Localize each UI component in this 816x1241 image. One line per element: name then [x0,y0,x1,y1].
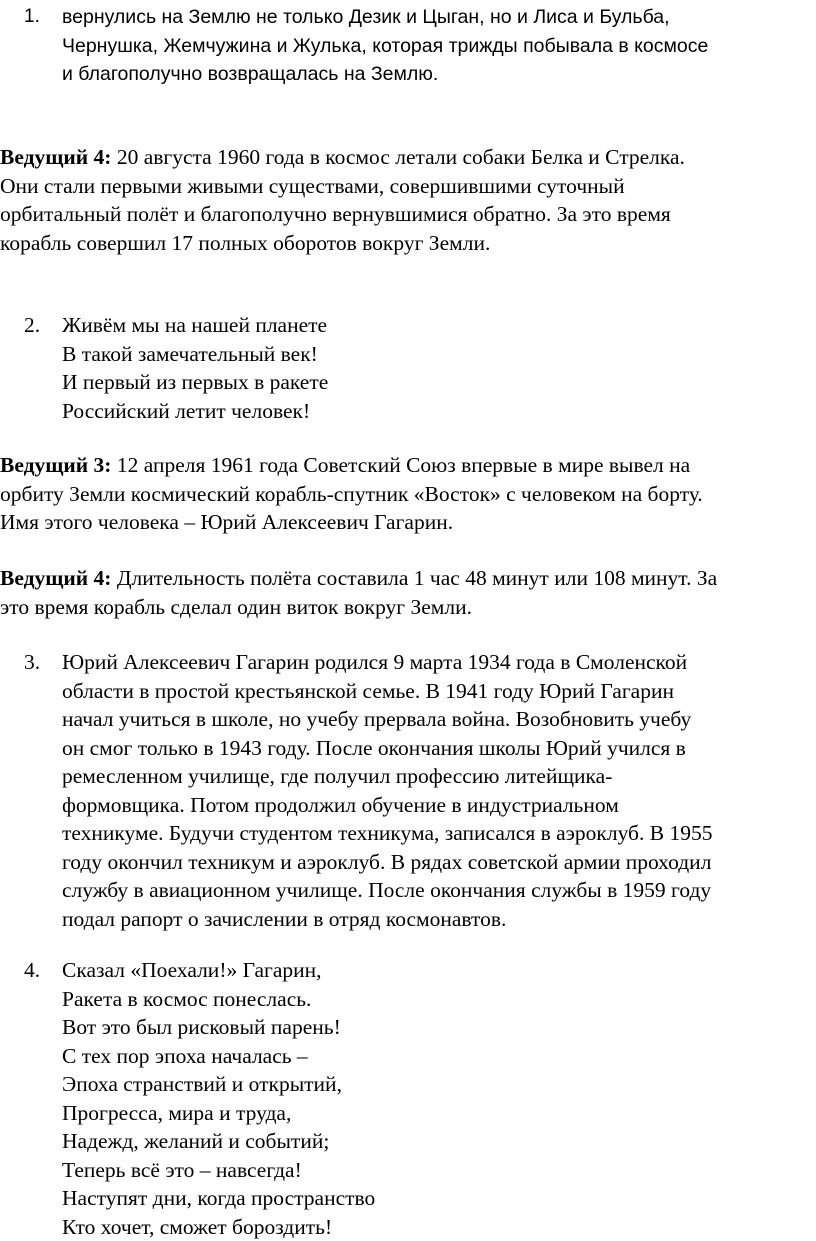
speaker-paragraph-2 [0,451,810,537]
text-line: техникуме. Будучи студентом техникума, записался в аэроклуб. В 1955 [62,819,814,848]
text-line: Эпоха странствий и открытий, [62,1070,814,1099]
text-line: Ракета в космос понеслась. [62,985,814,1014]
text-line: области в простой крестьянской семье. В 1941 году Юрий Гагарин [62,677,814,706]
list-item-text [62,956,814,1241]
list-item-text [62,648,814,933]
speaker-paragraph-1 [0,143,810,257]
speaker-text: Длительность полёта составила 1 час 48 минут или 108 минут. За [111,566,717,590]
text-line: Живём мы на нашей планете [62,311,814,340]
text-line: С тех пор эпоха началась – [62,1042,814,1071]
speaker-text: 12 апреля 1961 года Советский Союз впервые в мире вывел на [111,453,690,477]
text-line: начал учиться в школе, но учебу прервала война. Возобновить учебу [62,705,814,734]
text-line: и благополучно возвращалась на Землю. [62,60,814,89]
text-line: Вот это был рисковый парень! [62,1013,814,1042]
speaker-text: 20 августа 1960 года в космос летали собаки Белка и Стрелка. [111,145,684,169]
text-line: Чернушка, Жемчужина и Жулька, которая трижды побывала в космосе [62,32,814,61]
speaker-label: Ведущий 4: [0,145,111,169]
speaker-label: Ведущий 3: [0,453,111,477]
text-line: орбитальный полёт и благополучно вернувшимися обратно. За это время [0,200,810,229]
list-number: 1. [24,3,54,32]
text-line: Они стали первыми живыми существами, совершившими суточный [0,172,810,201]
text-line [0,143,810,172]
text-line: службу в авиационном училище. После окончания службы в 1959 году [62,876,814,905]
text-line: Надежд, желаний и событий; [62,1127,814,1156]
text-line: Имя этого человека – Юрий Алексеевич Гагарин. [0,508,810,537]
text-line: это время корабль сделал один виток вокруг Земли. [0,593,810,622]
text-line [0,451,810,480]
text-line: Сказал «Поехали!» Гагарин, [62,956,814,985]
text-line: году окончил техникум и аэроклуб. В рядах советской армии проходил [62,848,814,877]
list-number: 4. [24,956,54,985]
text-line [0,564,810,593]
text-line: корабль совершил 17 полных оборотов вокруг Земли. [0,229,810,258]
text-line: Российский летит человек! [62,397,814,426]
text-line: Наступят дни, когда пространство [62,1184,814,1213]
text-line: Юрий Алексеевич Гагарин родился 9 марта 1934 года в Смоленской [62,648,814,677]
text-line: Теперь всё это – навсегда! [62,1156,814,1185]
text-line: подал рапорт о зачислении в отряд космонавтов. [62,905,814,934]
text-line: Кто хочет, сможет бороздить! [62,1213,814,1241]
text-line: Прогресса, мира и труда, [62,1099,814,1128]
text-line: формовщика. Потом продолжил обучение в индустриальном [62,791,814,820]
text-line: И первый из первых в ракете [62,368,814,397]
list-item-text [62,3,814,89]
text-line: орбиту Земли космический корабль-спутник «Восток» с человеком на борту. [0,480,810,509]
list-number: 2. [24,311,54,340]
text-line: вернулись на Землю не только Дезик и Цыган, но и Лиса и Бульба, [62,3,814,32]
text-line: В такой замечательный век! [62,340,814,369]
text-line: ремесленном училище, где получил профессию литейщика- [62,762,814,791]
list-number: 3. [24,648,54,677]
speaker-label: Ведущий 4: [0,566,111,590]
text-line: он смог только в 1943 году. После окончания школы Юрий учился в [62,734,814,763]
list-item-text [62,311,814,425]
speaker-paragraph-3 [0,564,810,621]
